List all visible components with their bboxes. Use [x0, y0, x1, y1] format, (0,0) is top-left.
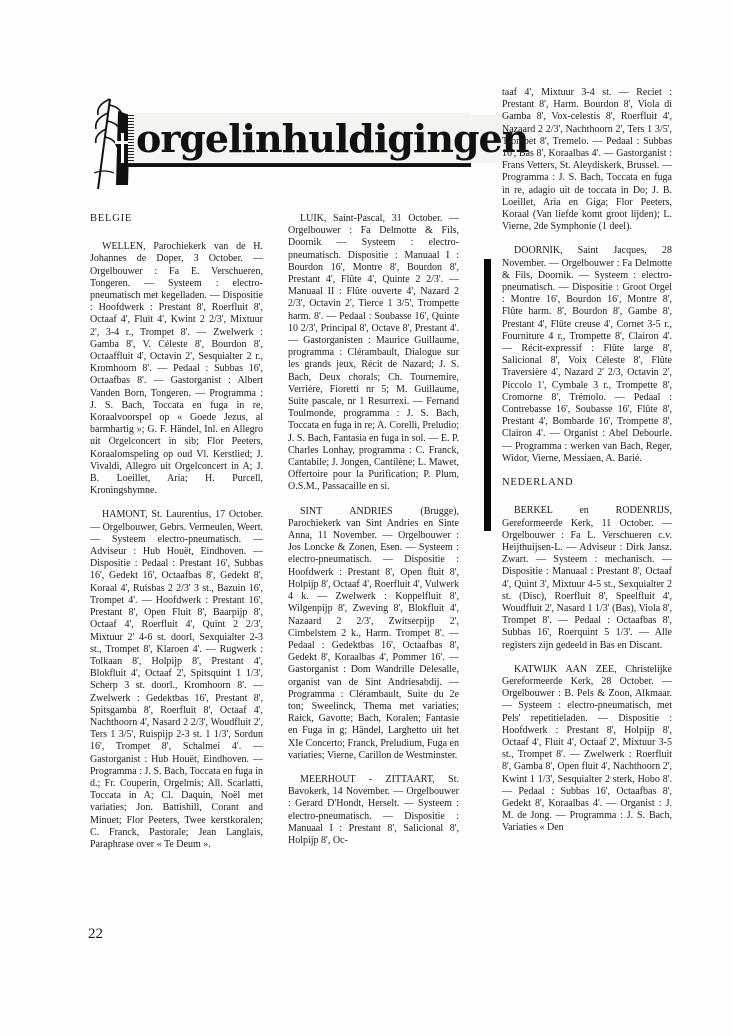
entry-luik: LUIK, Saint-Pascal, 31 October. — Orgelbouwer : Fa Delmotte & Fils, Doornik — Systeem : electro-pneumatisch. Dispositie : Manuaal I : Bourdon 16', Montre 8', Bourdon 8', Prestant 4', Flûte 4', Quinte 2 2/3'. — Manuaal II : Flûte ouverte 4', Nazard 2 2/3', Octavin 2', Tierce 1 3/5', Trompette harm. 8'. — Pedaal : Soubasse 16', Quinte 10 2/3', Principal 8', Octave 8', Prestant 4'. — Gastorganisten : Maurice Guillaume, programma : Clérambault, Dialogue sur les grands jeux, Récit de Nazard; J. S. Bach, Deux chorals; Ch. Tournemire, Verrière, Fioretti nr 5; M. Guillaume, Suite pascale, nr 1 Resurrexi. — Fernand Toulmonde, programma : J. S. Bach, Toccata en fuga in re; A. Corelli, Preludio; J. S. Bach, Fantasia en fuga in sol. — E. P. Charles Lonhay, programma : C. Franck, Cantabile; J. Jongen, Cantilène; L. Mawet, Offertoire pour la Purification; P. Plum, O.S.M., Passacaille en si. — [288, 213, 459, 493]
entry-hamont: HAMONT, St. Laurentius, 17 October. — Orgelbouwer, Gebrs. Vermeulen, Weert. — Systeem electro-pneumatisch. — Adviseur : Hub Houët, Eindhoven. — Dispositie : Pedaal : Prestant 16', Subbas 16', Gedekt 16', Octaafbas 8', Gedekt 8', Koraal 4', Ruisbas 2 2/3' 3 st., Bazuin 16', Trompet 4'. — Hoofdwerk : Prestant 16', Prestant 8', Open Fluit 8', Baarpijp 8', Octaaf 4', Roerfluit 4', Quint 2 2/3', Mixtuur 2' 4-6 st. doorl, Sexquialter 2-3 st., Trompet 8', Klaroen 4'. — Rugwerk : Tolkaan 8', Holpijp 8', Prestant 4', Blokfluit 4', Octaaf 2', Spitsquint 1 1/3', Scherp 3 st. doorl., Kromhoorn 8'. — Zwelwerk : Gedektbas 16', Prestant 8', Spitsgamba 8', Roerfluit 8', Octaaf 4', Nachthoorn 4', Nasard 2 2/3', Woudfluit 2', Ters 1 3/5', Ruispijp 2-3 st. 1 1/3', Sordun 16', Trompet 8', Schalmei 4'. — Gastorganist : Hub Houët, Eindhoven. — Programma : J. S. Bach, Toccata en fuga in d.; Fr. Couperin, Orgelmis; All. Scarlatti, Toccata in A; Cl. Daquin, Noël met variaties; Jon. Battishill, Corant and Minuet; Flor Peeters, Twee kerstkoralen; C. Franck, Pastorale; Jean Langlais, Paraphrase over « Te Deum ». — [90, 509, 263, 850]
page-number: 22 — [88, 926, 103, 942]
column-right — [502, 87, 672, 847]
column-left — [90, 213, 263, 863]
header-banner — [90, 93, 529, 190]
entry-doornik: DOORNIK, Saint Jacques, 28 November. — Orgelbouwer : Fa Delmotte & Fils, Doornik. — Systeem : electro-pneumatisch. — Dispositie : Groot Orgel : Montre 16', Bourdon 16', Montre 8', Flûte harm. 8', Bourdon 8', Gambe 8', Prestant 4', Flûte creuse 4', Cornet 3-5 r., Fourniture 4 r., Trompette 8', Clairon 4'. — Récit-expressif : Flûte large 8', Salicional 8', Voix Céleste 8', Flûte Traversière 4', Nazard 2' 2/3, Octavin 2', Piccolo 1', Cymbale 3 r., Trompette 8', Cromorne 8', Trémolo. — Pedaal : Contrebasse 16', Soubasse 16', Flûte 8', Prestant 4', Bombarde 16', Trompette 8', Clairon 4'. — Organist : Abel Debourle. — Programma : werken van Bach, Reger, Widor, Vierne, Messiaen, A. Barié. — [502, 245, 672, 464]
entry-meerhout-continued: taaf 4', Mixtuur 3-4 st. — Reciet : Prestant 8', Harm. Bourdon 8', Viola di Gamba 8', Vox-celestis 8', Roerfluit 4', Nazaard 2 2/3', Nachthoorn 2', Ters 1 3/5', Trompet 8', Tremelo. — Pedaal : Subbas 16', Bas 8', Koraalbas 4'. — Gastorganist : Frans Vetters, St. Aleydiskerk, Brussel. — Programma : J. S. Bach, Toccata en fuga in re, adagio uit de toccata in Do; J. B. Loeillet, Aria en Giga; Flor Peeters, Koraal (Van liefde komt groot lijden); L. Vierne, 2de Symphonie (1 deel). — [502, 87, 672, 233]
section-heading-nederland: NEDERLAND — [502, 477, 574, 489]
page-title: orgelinhuldigingen — [128, 113, 471, 167]
column-divider-bar — [484, 259, 491, 531]
entry-katwijk: KATWIJK AAN ZEE, Christelijke Gereformeerde Kerk, 28 October. — Orgelbouwer : B. Pels & Zoon, Alkmaar. — Systeem : electro-pneumatisch, met Pels' repetitieladen. — Dispositie : Hoofdwerk : Prestant 8', Holpijp 8', Octaaf 4', Fluit 4', Octaaf 2', Mixtuur 3-5 st., Trompet 8'. — Zwelwerk : Roerfluit 8', Gamba 8', Open fluit 4', Nachthoorn 2', Kwint 1 1/3', Sesquialter 2 sterk, Hobo 8'. — Pedaal : Subbas 16', Octaafbas 8', Gedekt 8', Koraalbas 4'. — Organist : J. M. de Jong. — Programma : J. S. Bach, Variaties « Den — [502, 663, 672, 834]
entry-sint-andries: SINT ANDRIES (Brugge), Parochiekerk van Sint Andries en Sinte Anna, 11 November. — Orgelbouwer : Jos Loncke & Zonen, Esen. — Systeem : electro-pneumatisch. — Dispositie : Hoofdwerk : Prestant 8', Open fluit 8', Holpijp 8', Octaaf 4', Roerfluit 4', Vulwerk 4 k. — Zwelwerk : Koppelfluit 8', Wilgenpijp 8', Zweving 8', Blokfluit 4', Nazaard 2 2/3', Zwitserpijp 2', Cimbelstem 2 k., Harm. Trompet 8'. — Pedaal : Gedektbas 16', Octaafbas 8', Gedekt 8', Koraalbas 4', Pommer 16'. — Gastorganist : Dom Wandrille Delesalle, organist van de Sint Andriesabdij. — Programma : Clérambault, Suite du 2e ton; Sweelinck, Thema met variaties; Raick, Gavotte; Bach, Koralen; Fantasie en Fuga in g; Händel, Larghetto uit het XIe Concerto; Franck, Preludium, Fuga en variaties; Vierne, Carillon de Westminster. — [288, 505, 459, 761]
entry-berkel: BERKEL en RODENRIJS, Gereformeerde Kerk, 11 October. — Orgelbouwer : Fa L. Verschueren c.v. Heijthuijsen-L. — Adviseur : Dirk Jansz. Zwart. — Systeem : mechanisch. — Dispositie : Manuaal : Prestant 8', Octaaf 4', Quint 3', Mixtuur 4-5 st., Sexquialter 2 st. (Disc), Roerfluit 8', Speelfluit 4', Woudfluit 2', Nasard 1 1/3' (Bas), Viola 8', Trompet 8'. — Pedaal : Octaafbas 8', Subbas 16', Roerquint 5 1/3'. — Alle registers zijn gedeeld in Bas en Discant. — [502, 505, 672, 651]
section-heading-belgie: BELGIE — [90, 213, 133, 224]
entry-wellen: WELLEN, Parochiekerk van de H. Johannes de Doper, 3 October. — Orgelbouwer : Fa E. Verschueren, Tongeren. — Systeem : electro-pneumatisch met kegelladen. — Dispositie : Hoofdwerk : Prestant 8', Roerfluit 8', Octaaf 4', Fluit 4', Kwint 2 2/3', Mixtuur 2', 3-4 r., Trompet 8'. — Zwelwerk : Gamba 8', V. Céleste 8', Bourdon 8', Octaaffluit 4', Octavin 2', Sesquialter 2 r., Kromhoorn 8'. — Pedaal : Subbas 16', Octaafbas 8'. — Gastorganist : Albert Vanden Born, Tongeren. — Programma : J. S. Bach, Toccata en fuga in re, Koraalvoorspel op « Goede Jezus, al barmhartig »; G. F. Händel, Inl. en Allegro uit Orgelconcert in sib; Flor Peeters, Koraalomspeling op oud Vl. Kerstlied; J. Vivaldi, Allegro uit Orgelconcert in A; J. B. Loeillet, Aria; H. Purcell, Kroningshymne. — [90, 241, 263, 497]
entry-meerhout: MEERHOUT - ZITTAART, St. Bavokerk, 14 November. — Orgelbouwer : Gerard D'Hondt, Herselt. — Systeem : electro-pneumatisch. — Dispositie : Manuaal I : Prestant 8', Salicional 8', Holpijp 8', Oc- — [288, 773, 459, 846]
column-middle — [288, 213, 459, 859]
